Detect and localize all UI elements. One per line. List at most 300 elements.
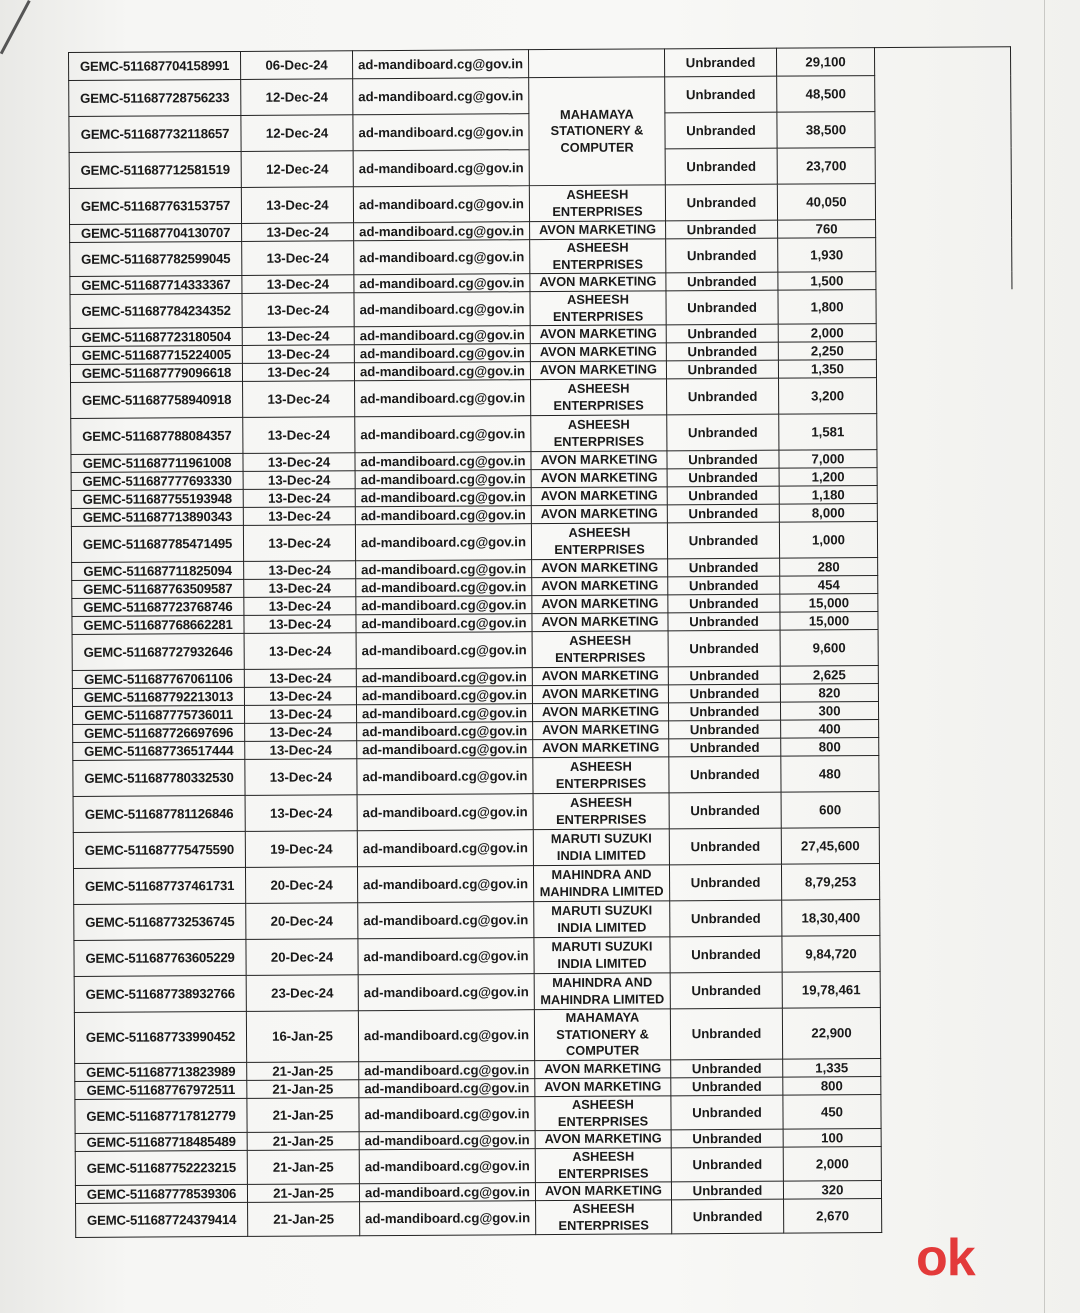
buyer-email: ad-mandiboard.cg@gov.in: [354, 222, 530, 241]
blank-column: [879, 791, 1015, 828]
order-amount: 300: [780, 702, 878, 721]
brand: Unbranded: [669, 738, 781, 757]
buyer-email: ad-mandiboard.cg@gov.in: [355, 470, 531, 489]
order-id: GEMC-511687727932646: [72, 633, 244, 670]
brand: Unbranded: [668, 684, 780, 703]
brand: Unbranded: [666, 220, 778, 239]
order-date: 13-Dec-24: [245, 723, 357, 742]
order-id: GEMC-511687767972511: [75, 1080, 247, 1099]
buyer-email: ad-mandiboard.cg@gov.in: [357, 740, 533, 759]
blank-column: [878, 665, 1014, 684]
order-id: GEMC-511687763605229: [74, 939, 246, 976]
order-date: 21-Jan-25: [247, 1098, 359, 1133]
blank-column: [876, 359, 1012, 378]
blank-column: [875, 111, 1011, 148]
order-table: [68, 46, 1018, 1238]
buyer-email: ad-mandiboard.cg@gov.in: [359, 1131, 535, 1150]
blank-column: [879, 719, 1015, 738]
order-date: 13-Dec-24: [242, 327, 354, 346]
buyer-email: ad-mandiboard.cg@gov.in: [356, 668, 532, 687]
order-id: GEMC-511687718485489: [75, 1132, 247, 1151]
order-date: 13-Dec-24: [244, 633, 356, 670]
vendor-name: AVON MARKETING: [535, 1130, 671, 1149]
order-amount: 450: [783, 1095, 881, 1130]
table-row: [72, 629, 1014, 671]
blank-column: [881, 1076, 1017, 1095]
order-id: GEMC-511687732536745: [74, 903, 246, 940]
order-id: GEMC-511687736517444: [73, 741, 245, 760]
order-amount: 454: [780, 576, 878, 595]
brand: Unbranded: [665, 148, 777, 185]
brand: Unbranded: [671, 1059, 783, 1078]
blank-column: [878, 557, 1014, 576]
table-row: [69, 183, 1011, 225]
order-amount: 8,79,253: [781, 864, 879, 901]
order-amount: 8,000: [779, 504, 877, 523]
vendor-name: MAHAMAYA STATIONERY & COMPUTER: [529, 77, 666, 186]
order-id: GEMC-511687713890343: [71, 507, 243, 526]
order-id: GEMC-511687738932766: [74, 975, 246, 1012]
table-row: [69, 75, 1011, 117]
order-date: 13-Dec-24: [244, 615, 356, 634]
order-id: GEMC-511687779096618: [70, 363, 242, 382]
buyer-email: ad-mandiboard.cg@gov.in: [356, 632, 532, 669]
order-amount: 280: [780, 558, 878, 577]
buyer-email: ad-mandiboard.cg@gov.in: [360, 1201, 536, 1236]
buyer-email: ad-mandiboard.cg@gov.in: [353, 150, 529, 187]
buyer-email: ad-mandiboard.cg@gov.in: [358, 1010, 534, 1062]
buyer-email: ad-mandiboard.cg@gov.in: [354, 292, 530, 327]
brand: Unbranded: [668, 666, 780, 685]
vendor-name: AVON MARKETING: [530, 221, 666, 240]
table-row: [75, 1146, 1017, 1186]
brand: Unbranded: [665, 112, 777, 149]
buyer-email: ad-mandiboard.cg@gov.in: [357, 722, 533, 741]
order-id: GEMC-511687723768746: [72, 597, 244, 616]
brand: Unbranded: [671, 1181, 783, 1200]
order-date: 13-Dec-24: [244, 705, 356, 724]
vendor-name: AVON MARKETING: [531, 451, 667, 470]
order-amount: 3,200: [779, 378, 877, 415]
order-amount: 800: [783, 1077, 881, 1096]
blank-column: [880, 935, 1016, 972]
brand: Unbranded: [668, 702, 780, 721]
vendor-name: ASHEESH ENTERPRISES: [530, 239, 666, 274]
vendor-name: AVON MARKETING: [535, 1182, 671, 1201]
table-row: [73, 863, 1015, 905]
brand: Unbranded: [668, 612, 780, 631]
brand: Unbranded: [671, 1095, 783, 1130]
brand: Unbranded: [670, 972, 782, 1009]
buyer-email: ad-mandiboard.cg@gov.in: [357, 794, 533, 831]
order-amount: 1,200: [779, 468, 877, 487]
vendor-name: AVON MARKETING: [532, 703, 668, 722]
blank-column: [878, 701, 1014, 720]
order-id: GEMC-511687767061106: [72, 669, 244, 688]
order-date: 13-Dec-24: [245, 759, 357, 796]
order-id: GEMC-511687737461731: [73, 867, 245, 904]
buyer-email: ad-mandiboard.cg@gov.in: [357, 866, 533, 903]
brand: Unbranded: [668, 594, 780, 613]
blank-column: [880, 971, 1016, 1008]
brand: Unbranded: [671, 1077, 783, 1096]
order-date: 13-Dec-24: [243, 525, 355, 562]
blank-column: [879, 737, 1015, 756]
table-row: [70, 237, 1012, 277]
order-date: 13-Dec-24: [242, 275, 354, 294]
blank-column: [876, 237, 1012, 272]
order-amount: 1,930: [778, 238, 876, 273]
order-date: 21-Jan-25: [247, 1184, 359, 1203]
order-date: 13-Dec-24: [244, 669, 356, 688]
vendor-name: AVON MARKETING: [532, 559, 668, 578]
buyer-email: ad-mandiboard.cg@gov.in: [356, 686, 532, 705]
brand: Unbranded: [666, 324, 778, 343]
order-date: 21-Jan-25: [247, 1062, 359, 1081]
vendor-name: AVON MARKETING: [530, 343, 666, 362]
vendor-name: AVON MARKETING: [532, 577, 668, 596]
blank-column: [875, 147, 1011, 184]
buyer-email: ad-mandiboard.cg@gov.in: [355, 452, 531, 471]
buyer-email: ad-mandiboard.cg@gov.in: [358, 974, 534, 1011]
brand: Unbranded: [671, 1129, 783, 1148]
brand: Unbranded: [672, 1199, 784, 1234]
blank-column: [881, 1146, 1017, 1181]
vendor-name: AVON MARKETING: [532, 613, 668, 632]
order-id: GEMC-511687768662281: [72, 615, 244, 634]
brand: Unbranded: [667, 450, 779, 469]
order-id: GEMC-511687704130707: [70, 223, 242, 242]
vendor-name: AVON MARKETING: [530, 273, 666, 292]
blank-column: [876, 289, 1012, 324]
ok-stamp: ok: [916, 1229, 975, 1287]
order-id: GEMC-511687775736011: [72, 705, 244, 724]
blank-column: [877, 449, 1013, 468]
order-date: 21-Jan-25: [247, 1080, 359, 1099]
order-date: 13-Dec-24: [244, 597, 356, 616]
buyer-email: ad-mandiboard.cg@gov.in: [359, 1061, 535, 1080]
brand: Unbranded: [668, 558, 780, 577]
order-amount: 600: [781, 792, 879, 829]
vendor-name: MARUTI SUZUKI INDIA LIMITED: [534, 937, 670, 974]
table-row: [74, 1007, 1016, 1064]
order-amount: 2,625: [780, 666, 878, 685]
vendor-name: AVON MARKETING: [535, 1060, 671, 1079]
order-date: 21-Jan-25: [247, 1150, 359, 1185]
order-id: GEMC-511687780332530: [73, 759, 245, 796]
brand: Unbranded: [669, 828, 781, 865]
buyer-email: ad-mandiboard.cg@gov.in: [358, 938, 534, 975]
table-row: [74, 899, 1016, 941]
order-date: 16-Jan-25: [246, 1011, 358, 1063]
blank-column: [881, 1180, 1017, 1199]
order-ledger: [68, 46, 1017, 1238]
order-id: GEMC-511687728756233: [69, 79, 241, 116]
vendor-name: MARUTI SUZUKI INDIA LIMITED: [534, 901, 670, 938]
buyer-email: ad-mandiboard.cg@gov.in: [355, 416, 531, 453]
order-date: 13-Dec-24: [244, 687, 356, 706]
order-date: 13-Dec-24: [245, 795, 357, 832]
vendor-name: AVON MARKETING: [532, 595, 668, 614]
order-id: GEMC-511687733990452: [74, 1011, 246, 1063]
brand: Unbranded: [667, 486, 779, 505]
order-date: 13-Dec-24: [241, 187, 353, 224]
blank-column: [878, 629, 1014, 666]
blank-column: [880, 1007, 1016, 1059]
buyer-email: ad-mandiboard.cg@gov.in: [356, 578, 532, 597]
buyer-email: ad-mandiboard.cg@gov.in: [359, 1097, 535, 1132]
buyer-email: ad-mandiboard.cg@gov.in: [357, 758, 533, 795]
order-date: 13-Dec-24: [243, 417, 355, 454]
vendor-name: AVON MARKETING: [531, 469, 667, 488]
order-id: GEMC-511687717812779: [75, 1098, 247, 1133]
vendor-name: ASHEESH ENTERPRISES: [533, 793, 669, 830]
order-id: GEMC-511687755193948: [71, 489, 243, 508]
vendor-name: AVON MARKETING: [535, 1078, 671, 1097]
buyer-email: ad-mandiboard.cg@gov.in: [353, 114, 529, 151]
order-amount: 15,000: [780, 594, 878, 613]
order-id: GEMC-511687732118657: [69, 115, 241, 152]
order-date: 13-Dec-24: [244, 561, 356, 580]
order-id: GEMC-511687763509587: [72, 579, 244, 598]
vendor-name: AVON MARKETING: [530, 361, 666, 380]
buyer-email: ad-mandiboard.cg@gov.in: [356, 704, 532, 723]
buyer-email: ad-mandiboard.cg@gov.in: [359, 1079, 535, 1098]
order-amount: 1,800: [778, 290, 876, 325]
order-id: GEMC-511687777693330: [71, 471, 243, 490]
order-date: 12-Dec-24: [241, 151, 353, 188]
order-id: GEMC-511687752223215: [75, 1150, 247, 1185]
brand: Unbranded: [668, 630, 780, 667]
brand: Unbranded: [668, 576, 780, 595]
brand: Unbranded: [666, 290, 778, 325]
order-amount: 9,600: [780, 630, 878, 667]
vendor-name: ASHEESH ENTERPRISES: [531, 523, 667, 560]
vendor-name: ASHEESH ENTERPRISES: [529, 185, 665, 222]
blank-column: [881, 1128, 1017, 1147]
table-row: [76, 1198, 1018, 1238]
order-id: GEMC-511687784234352: [70, 293, 242, 328]
order-date: 13-Dec-24: [243, 507, 355, 526]
order-amount: 48,500: [777, 76, 875, 113]
brand: Unbranded: [666, 360, 778, 379]
blank-column: [881, 1094, 1017, 1129]
brand: Unbranded: [669, 792, 781, 829]
vendor-name: AVON MARKETING: [533, 739, 669, 758]
brand: Unbranded: [671, 1147, 783, 1182]
blank-column: [877, 467, 1013, 486]
vendor-name: ASHEESH ENTERPRISES: [535, 1148, 671, 1183]
order-id: GEMC-511687726697696: [73, 723, 245, 742]
buyer-email: ad-mandiboard.cg@gov.in: [352, 50, 528, 79]
order-id: GEMC-511687712581519: [69, 151, 241, 188]
brand: Unbranded: [666, 342, 778, 361]
buyer-email: ad-mandiboard.cg@gov.in: [359, 1183, 535, 1202]
order-id: GEMC-511687723180504: [70, 327, 242, 346]
order-id: GEMC-511687782599045: [70, 241, 242, 276]
brand: Unbranded: [665, 184, 777, 221]
order-id: GEMC-511687715224005: [70, 345, 242, 364]
buyer-email: ad-mandiboard.cg@gov.in: [354, 274, 530, 293]
order-date: 12-Dec-24: [241, 79, 353, 116]
order-date: 13-Dec-24: [244, 579, 356, 598]
blank-column: [878, 575, 1014, 594]
order-amount: 18,30,400: [782, 900, 880, 937]
buyer-email: ad-mandiboard.cg@gov.in: [353, 186, 529, 223]
vendor-name: AVON MARKETING: [532, 685, 668, 704]
buyer-email: ad-mandiboard.cg@gov.in: [358, 902, 534, 939]
buyer-email: ad-mandiboard.cg@gov.in: [354, 326, 530, 345]
buyer-email: ad-mandiboard.cg@gov.in: [355, 506, 531, 525]
order-date: 13-Dec-24: [242, 293, 354, 328]
blank-column: [878, 683, 1014, 702]
blank-column: [877, 485, 1013, 504]
order-amount: 400: [781, 720, 879, 739]
vendor-name: AVON MARKETING: [531, 505, 667, 524]
brand: Unbranded: [670, 1008, 782, 1060]
blank-column: [874, 47, 1010, 76]
order-id: GEMC-511687781126846: [73, 795, 245, 832]
order-id: GEMC-511687763153757: [69, 187, 241, 224]
order-amount: 320: [783, 1181, 881, 1200]
order-date: 13-Dec-24: [243, 471, 355, 490]
order-date: 13-Dec-24: [243, 381, 355, 418]
table-row: [73, 755, 1015, 797]
order-amount: 40,050: [777, 184, 875, 221]
brand: Unbranded: [670, 900, 782, 937]
order-id: GEMC-511687775475590: [73, 831, 245, 868]
table-row: [70, 289, 1012, 329]
order-date: 13-Dec-24: [242, 363, 354, 382]
order-id: GEMC-511687711961008: [71, 453, 243, 472]
blank-column: [879, 755, 1015, 792]
vendor-name: ASHEESH ENTERPRISES: [530, 291, 666, 326]
blank-column: [876, 271, 1012, 290]
order-date: 20-Dec-24: [245, 867, 357, 904]
vendor-name: [528, 49, 664, 78]
order-date: 20-Dec-24: [246, 903, 358, 940]
vendor-name: ASHEESH ENTERPRISES: [536, 1200, 672, 1235]
table-row: [71, 413, 1013, 455]
order-amount: 820: [780, 684, 878, 703]
order-amount: 760: [778, 220, 876, 239]
order-date: 13-Dec-24: [242, 223, 354, 242]
buyer-email: ad-mandiboard.cg@gov.in: [355, 488, 531, 507]
blank-column: [879, 863, 1015, 900]
order-amount: 22,900: [782, 1008, 880, 1060]
brand: Unbranded: [664, 48, 776, 77]
blank-column: [878, 611, 1014, 630]
order-amount: 100: [783, 1129, 881, 1148]
vendor-name: MAHAMAYA STATIONERY & COMPUTER: [534, 1009, 670, 1061]
order-amount: 1,500: [778, 272, 876, 291]
order-date: 21-Jan-25: [247, 1132, 359, 1151]
order-date: 13-Dec-24: [243, 453, 355, 472]
blank-column: [877, 503, 1013, 522]
brand: Unbranded: [667, 522, 779, 559]
vendor-name: MAHINDRA AND MAHINDRA LIMITED: [533, 865, 669, 902]
vendor-name: ASHEESH ENTERPRISES: [531, 415, 667, 452]
table-row: [71, 377, 1013, 419]
blank-column: [876, 323, 1012, 342]
brand: Unbranded: [667, 414, 779, 451]
order-amount: 2,250: [778, 342, 876, 361]
order-id: GEMC-511687704158991: [69, 51, 241, 80]
buyer-email: ad-mandiboard.cg@gov.in: [356, 596, 532, 615]
order-amount: 38,500: [777, 112, 875, 149]
page-edge: [1044, 0, 1045, 1313]
order-amount: 15,000: [780, 612, 878, 631]
brand: Unbranded: [667, 504, 779, 523]
brand: Unbranded: [667, 468, 779, 487]
blank-column: [875, 75, 1011, 112]
table-row: [73, 791, 1015, 833]
order-amount: 9,84,720: [782, 936, 880, 973]
brand: Unbranded: [666, 272, 778, 291]
vendor-name: AVON MARKETING: [533, 721, 669, 740]
blank-column: [878, 593, 1014, 612]
vendor-name: ASHEESH ENTERPRISES: [531, 379, 667, 416]
vendor-name: MAHINDRA AND MAHINDRA LIMITED: [534, 973, 670, 1010]
order-date: 12-Dec-24: [241, 115, 353, 152]
order-date: 13-Dec-24: [242, 345, 354, 364]
order-amount: 27,45,600: [781, 828, 879, 865]
brand: Unbranded: [666, 238, 778, 273]
order-id: GEMC-511687713823989: [75, 1062, 247, 1081]
buyer-email: ad-mandiboard.cg@gov.in: [357, 830, 533, 867]
buyer-email: ad-mandiboard.cg@gov.in: [355, 524, 531, 561]
vendor-name: AVON MARKETING: [531, 487, 667, 506]
brand: Unbranded: [669, 720, 781, 739]
order-date: 21-Jan-25: [248, 1202, 360, 1237]
order-amount: 1,180: [779, 486, 877, 505]
order-amount: 480: [781, 756, 879, 793]
buyer-email: ad-mandiboard.cg@gov.in: [356, 614, 532, 633]
buyer-email: ad-mandiboard.cg@gov.in: [354, 344, 530, 363]
buyer-email: ad-mandiboard.cg@gov.in: [359, 1149, 535, 1184]
vendor-name: ASHEESH ENTERPRISES: [535, 1096, 671, 1131]
order-amount: 1,581: [779, 414, 877, 451]
order-id: GEMC-511687778539306: [75, 1184, 247, 1203]
brand: Unbranded: [665, 76, 777, 113]
brand: Unbranded: [669, 756, 781, 793]
table-row: [75, 1094, 1017, 1134]
brand: Unbranded: [669, 864, 781, 901]
order-date: 23-Dec-24: [246, 975, 358, 1012]
brand: Unbranded: [667, 378, 779, 415]
blank-column: [876, 341, 1012, 360]
vendor-name: AVON MARKETING: [530, 325, 666, 344]
order-amount: 23,700: [777, 148, 875, 185]
order-amount: 800: [781, 738, 879, 757]
order-amount: 1,350: [778, 360, 876, 379]
order-amount: 1,000: [779, 522, 877, 559]
table-row: [71, 521, 1013, 563]
vendor-name: AVON MARKETING: [532, 667, 668, 686]
order-amount: 19,78,461: [782, 972, 880, 1009]
blank-column: [877, 377, 1013, 414]
blank-column: [877, 413, 1013, 450]
order-date: 20-Dec-24: [246, 939, 358, 976]
blank-column: [880, 899, 1016, 936]
order-id: GEMC-511687711825094: [72, 561, 244, 580]
order-amount: 1,335: [783, 1059, 881, 1078]
blank-column: [877, 521, 1013, 558]
order-amount: 2,670: [784, 1199, 882, 1234]
order-id: GEMC-511687792213013: [72, 687, 244, 706]
buyer-email: ad-mandiboard.cg@gov.in: [356, 560, 532, 579]
order-id: GEMC-511687724379414: [76, 1202, 248, 1237]
